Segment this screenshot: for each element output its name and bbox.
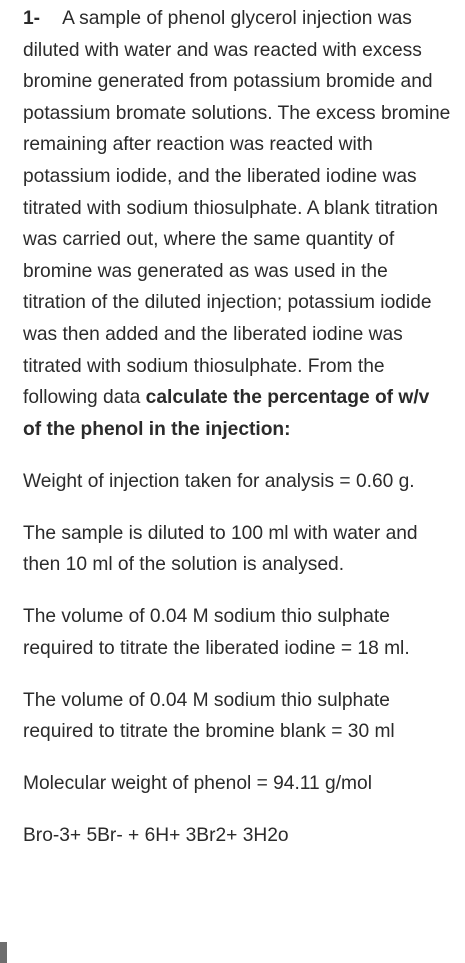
dilution-line: The sample is diluted to 100 ml with water and then 10 ml of the solution is analysed. bbox=[23, 522, 418, 576]
question-document bbox=[23, 3, 451, 852]
question-text: A sample of phenol glycerol injection was diluted with water and was reacted with excess bromine generated from potassium bromide and potassium bromate solutions. The excess bromine remaining after reaction was reacted with potassium iodide, and the liberated iodine was titrated with sodium thiosulphate. A blank titration was carried out, where the same quantity of bromine was generated as was used in the titration of the diluted injection; potassium iodide was then added and the liberated iodine was titrated with sodium thiosulphate. From the following data bbox=[23, 8, 451, 409]
question-number: 1- bbox=[23, 8, 41, 29]
reaction-equation-line: Bro-3+ 5Br- + 6H+ 3Br2+ 3H2o bbox=[23, 825, 289, 847]
scroll-edge-marker bbox=[0, 942, 7, 963]
injection-weight-line: Weight of injection taken for analysis = 0.60 g. bbox=[23, 470, 415, 492]
blank-titration-line: The volume of 0.04 M sodium thio sulphate required to titrate the bromine blank = 30 ml bbox=[23, 689, 395, 743]
molecular-weight-line: Molecular weight of phenol = 94.11 g/mol bbox=[23, 773, 372, 795]
question-paragraph bbox=[23, 3, 451, 445]
question-instruction: calculate the percentage of w/v of the phenol in the injection: bbox=[23, 387, 430, 440]
iodine-titration-line: The volume of 0.04 M sodium thio sulphate required to titrate the liberated iodine = 18 ml. bbox=[23, 606, 410, 659]
